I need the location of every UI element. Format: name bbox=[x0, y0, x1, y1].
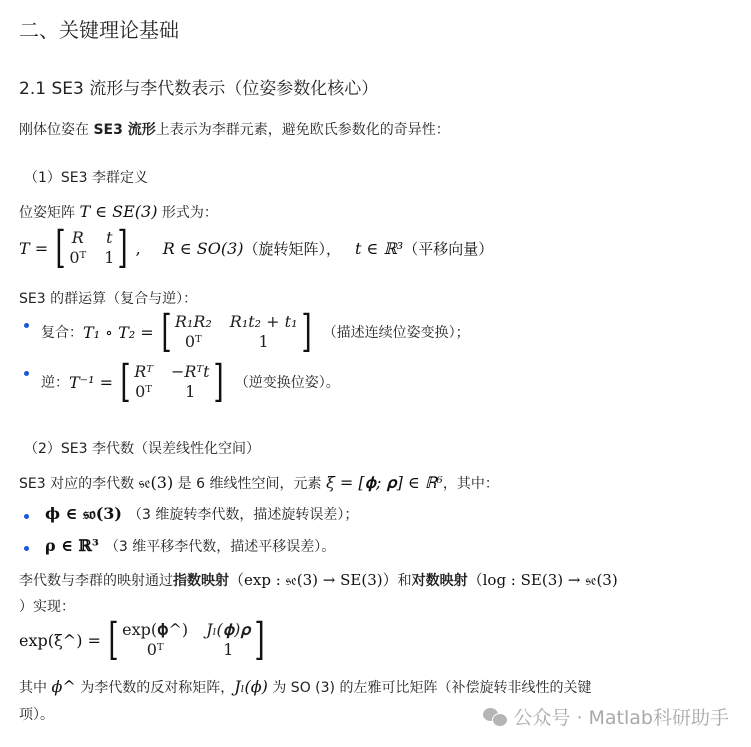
compose-label: 复合： bbox=[41, 325, 83, 341]
matrix-cell: Jₗ(𝛟)𝛒 bbox=[206, 620, 251, 639]
text: 为 SO (3) 的左雅可比矩阵（补偿旋转非线性的关键 bbox=[267, 680, 592, 696]
watermark bbox=[483, 703, 729, 730]
wechat-icon bbox=[483, 707, 507, 727]
intro-prefix: 刚体位姿在 bbox=[19, 122, 94, 138]
text: 李代数与李群的映射通过 bbox=[19, 573, 173, 589]
subsection-title: 2.1 SE3 流形与李代数表示（位姿参数化核心） bbox=[19, 79, 379, 99]
matrix-cell: 0ᵀ bbox=[135, 382, 153, 401]
intro-suffix: 上表示为李群元素，避免欧氏参数化的奇异性： bbox=[155, 122, 450, 138]
lie-algebra-line bbox=[19, 473, 499, 493]
exp-matrix: [ exp(𝛟^) Jₗ(𝛟)𝛒 0ᵀ 1 ] bbox=[108, 614, 265, 665]
phi-math: 𝛟 ∈ 𝔰𝔬(3) bbox=[45, 504, 122, 523]
matrix-cell: 1 bbox=[185, 382, 196, 401]
t-definition: t ∈ ℝ³ bbox=[355, 238, 404, 258]
final-line-2: 项）。 bbox=[19, 707, 54, 723]
mapping-line bbox=[19, 569, 618, 590]
matrix-cell: 1 bbox=[258, 332, 269, 351]
exp-formula bbox=[19, 614, 268, 665]
pose-suffix: 形式为： bbox=[157, 205, 218, 221]
text: 和 bbox=[397, 573, 412, 589]
pose-math: T ∈ SE(3) bbox=[79, 202, 158, 221]
inverse-item bbox=[41, 356, 340, 407]
matrix-cell: R bbox=[71, 228, 84, 247]
watermark-text: 公众号 · Matlab科研助手 bbox=[513, 707, 729, 729]
section-title: 二、关键理论基础 bbox=[19, 18, 179, 42]
inverse-lhs: T⁻¹ = bbox=[69, 372, 114, 392]
part2-heading: （2）SE3 李代数（误差线性化空间） bbox=[24, 441, 260, 457]
matrix-cell: 0ᵀ bbox=[184, 332, 202, 351]
log-map-math: （log : SE(3) → 𝔰𝔢(3) bbox=[467, 571, 618, 589]
intro-paragraph bbox=[19, 119, 450, 139]
T-lhs: T = bbox=[19, 238, 49, 258]
mapping-cont: ）实现： bbox=[19, 599, 75, 615]
inverse-label: 逆： bbox=[41, 375, 69, 391]
matrix-cell: 0ᵀ bbox=[146, 640, 164, 659]
rho-item bbox=[45, 536, 335, 556]
compose-matrix: [ R₁R₂ R₁t₂ + t₁ 0ᵀ 1 ] bbox=[161, 306, 312, 357]
rho-math: 𝛒 ∈ ℝ³ bbox=[45, 536, 99, 555]
log-map-bold: 对数映射 bbox=[411, 573, 468, 589]
R-definition: R ∈ SO(3) bbox=[162, 238, 244, 258]
matrix-cell: Rᵀ bbox=[134, 362, 153, 381]
matrix-cell: R₁R₂ bbox=[174, 312, 212, 331]
T-definition: T = [ R t 0ᵀ 1 ] , R ∈ SO(3) （旋转矩阵）， t ∈ ℝ³ （平移向量） bbox=[19, 222, 494, 273]
rho-note: （3 维平移李代数，描述平移误差）。 bbox=[104, 539, 336, 555]
exp-map-bold: 指数映射 bbox=[173, 573, 229, 589]
matrix-cell: t bbox=[106, 228, 113, 247]
R-note: （旋转矩阵）， bbox=[243, 239, 342, 258]
inverse-matrix: [ Rᵀ −Rᵀt 0ᵀ 1 ] bbox=[120, 356, 224, 407]
bullet-icon bbox=[24, 323, 29, 328]
pose-line bbox=[19, 202, 218, 222]
matrix-cell: 1 bbox=[104, 248, 115, 267]
phi-note: （3 维旋转李代数，描述旋转误差）； bbox=[128, 507, 359, 523]
group-ops-label: SE3 的群运算（复合与逆）： bbox=[19, 291, 198, 307]
exp-lhs: exp(ξ^) = bbox=[19, 630, 101, 650]
se3-math: 𝔰𝔢(3) bbox=[138, 473, 174, 492]
part1-heading: （1）SE3 李群定义 bbox=[24, 170, 148, 186]
matrix-cell: R₁t₂ + t₁ bbox=[229, 312, 298, 331]
final-line bbox=[19, 677, 591, 697]
exp-map-math: （exp : 𝔰𝔢(3) → SE(3)） bbox=[229, 571, 398, 589]
text: 为李代数的反对称矩阵， bbox=[75, 680, 235, 696]
bullet-icon bbox=[24, 371, 29, 376]
bullet-icon bbox=[24, 546, 29, 551]
jacobian-math: Jₗ(ϕ) bbox=[234, 677, 268, 696]
phi-hat-math: ϕ^ bbox=[51, 677, 76, 696]
compose-item bbox=[41, 306, 470, 357]
t-note: （平移向量） bbox=[403, 239, 494, 258]
text: 其中 bbox=[19, 680, 52, 696]
pose-prefix: 位姿矩阵 bbox=[19, 205, 80, 221]
text: SE3 对应的李代数 bbox=[19, 476, 139, 492]
xi-math: ξ = [𝛟; 𝛒] ∈ ℝ⁶ bbox=[325, 473, 443, 492]
matrix-cell: −Rᵀt bbox=[170, 362, 210, 381]
compose-lhs: T₁ ∘ T₂ = bbox=[83, 322, 154, 342]
T-matrix: [ R t 0ᵀ 1 ] bbox=[55, 222, 129, 273]
matrix-cell: 1 bbox=[223, 640, 234, 659]
phi-item bbox=[45, 504, 358, 524]
compose-note: （描述连续位姿变换）； bbox=[322, 325, 470, 341]
matrix-cell: 0ᵀ bbox=[69, 248, 87, 267]
inverse-note: （逆变换位姿）。 bbox=[234, 375, 340, 391]
bullet-icon bbox=[24, 514, 29, 519]
text: ，其中： bbox=[442, 476, 499, 492]
intro-bold: SE3 流形 bbox=[93, 122, 156, 138]
text: 是 6 维线性空间，元素 bbox=[173, 476, 326, 492]
matrix-cell: exp(𝛟^) bbox=[122, 620, 189, 639]
